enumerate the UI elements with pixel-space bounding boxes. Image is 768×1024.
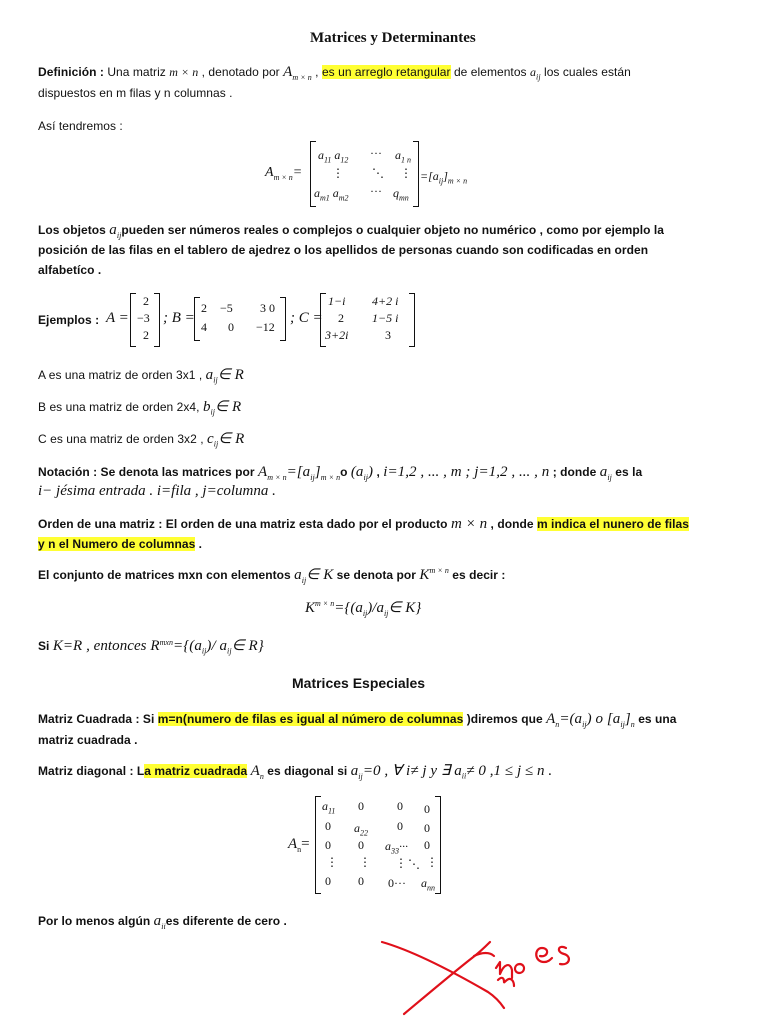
- example-b-cell: 2: [201, 301, 207, 315]
- example-b-cell: 4: [201, 320, 207, 334]
- order-b: B es una matriz de orden 2x4, $b_{ij}\in$ R: [38, 399, 242, 417]
- example-c-cell: 3+2i: [325, 328, 349, 342]
- diagonal-line: Matriz diagonal : La matriz cuadrada $A_n$ es diagonal si $a_{ij}=0$ , ∀ i≠ j y ∃ $a_{ii}\ne 0$ ,1 ≤ j ≤ n .: [38, 763, 553, 781]
- handwriting-e: [536, 948, 552, 962]
- example-a-cell: 2: [143, 294, 149, 308]
- diag-matrix-label: $A_n=$: [288, 836, 310, 854]
- section-title: Matrices Especiales: [292, 675, 426, 691]
- highlight-arreglo: es un arreglo retangular: [321, 65, 451, 79]
- set-formula: $K^{m \times n}=\{(a_{ij})/a_{ij}\in$ K}: [305, 599, 422, 618]
- square-line-1: Matriz Cuadrada : Si m=n(numero de filas es igual al número de columnas )diremos que $A_n=(a_{ij})$ o $[a_{ij}]_n$ es una: [38, 711, 677, 729]
- handwritten-annotation: [370, 917, 600, 1020]
- objects-line-2: posición de las filas en el tablero de ajedrez o los apellidos de personas cuando son codificadas en orden: [38, 243, 649, 257]
- example-c-cell: 4+2 i: [372, 294, 399, 308]
- handwriting-n: [496, 962, 512, 978]
- cross-stroke-1: [382, 942, 504, 1008]
- objects-line-3: alfabetíco .: [38, 263, 102, 277]
- square-line-2: matriz cuadrada .: [38, 733, 138, 747]
- definition-label: Definición :: [38, 65, 104, 79]
- definition-line-1: Definición : Una matriz m × n , denotado por $A_{m \times n}$ , es un arreglo retangular de elementos $a_{ij}$ los cuales están: [38, 64, 631, 82]
- example-b-cell: 0: [228, 320, 234, 334]
- notation-line-1: Notación : Se denota las matrices por $A_{m \times n}=[a_{ij}]_{m \times n}o$ $(a_{ij})$ , i=1,2 , ... , m ; j=1,2 , ... , n ; donde $a_{ij}$ es la: [38, 464, 643, 482]
- example-a-cell: 2: [143, 328, 149, 342]
- definition-line-2: dispuestos en m filas y n columnas .: [38, 86, 233, 100]
- handwriting-s: [559, 947, 569, 964]
- handwriting-o: [515, 964, 524, 973]
- last-line: Por lo menos algún $a_{ii}es$ diferente de cero .: [38, 913, 287, 931]
- asi-tendremos: Así tendremos :: [38, 119, 123, 133]
- general-matrix-notation: $=[a_{ij}]_{m \times n}$: [420, 169, 468, 186]
- order-c: C es una matriz de orden 3x2 , $c_{ij}\in$ R: [38, 431, 245, 449]
- example-c-cell: 2: [338, 311, 344, 325]
- order-def-line-2: y n el Numero de columnas .: [38, 537, 203, 551]
- highlight-columnas: y n el Numero de columnas: [38, 537, 196, 551]
- order-def-line-1: Orden de una matriz : El orden de una matriz esta dado por el producto m × n , donde m indica el nunero de filas: [38, 516, 690, 532]
- matrix-bracket-right: [413, 141, 419, 207]
- set-line: El conjunto de matrices mxn con elementos $a_{ij}\in$ K se denota por $K^{m \times n}$ es decir :: [38, 566, 506, 585]
- example-b-cell: 3 0: [260, 301, 275, 315]
- si-k-r: Si K=R , entonces $R^{mxn}=\{(a_{ij})/$ $a_{ij}\in$ R}: [38, 638, 264, 656]
- cross-stroke-2: [404, 942, 490, 1014]
- example-b-cell: −5: [220, 301, 233, 315]
- example-b-cell: −12: [256, 320, 275, 334]
- notation-line-2: i− jésima entrada . i=fila , j=columna .: [38, 483, 276, 499]
- highlight-filas: m indica el nunero de filas: [536, 517, 690, 531]
- order-a: A es una matriz de orden 3x1 , $a_{ij}\in$ R: [38, 367, 244, 385]
- objects-line-1: Los objetos $a_{ij}pueden$ ser números reales o complejos o cualquier objeto no numérico , como por ejemplo la: [38, 222, 665, 240]
- example-a-cell: −3: [137, 311, 150, 325]
- handwriting-text: no es: [370, 917, 410, 934]
- examples-label: Ejemplos :: [38, 313, 100, 327]
- general-matrix-label: $A_{m \times n}=$: [265, 165, 303, 182]
- example-c-cell: 1−5 i: [372, 311, 399, 325]
- highlight-m-n: m=n(numero de filas es igual al número de columnas: [157, 712, 464, 726]
- example-c-cell: 3: [385, 328, 391, 342]
- highlight-matriz-cuadrada: a matriz cuadrada: [144, 764, 248, 778]
- page-title: Matrices y Determinantes: [310, 30, 476, 46]
- example-c-cell: 1−i: [328, 294, 346, 308]
